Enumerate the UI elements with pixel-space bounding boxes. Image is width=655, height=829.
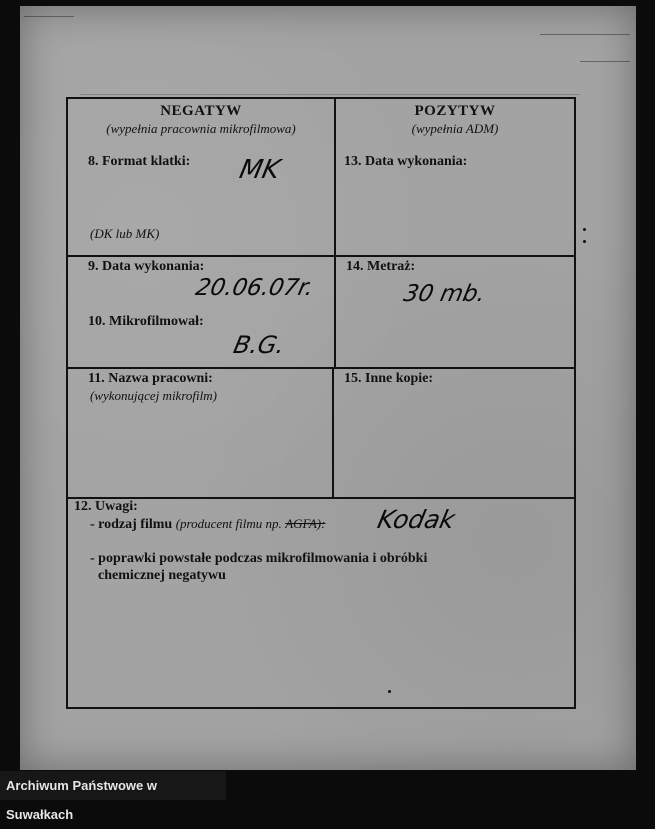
scratch-mark xyxy=(24,16,74,17)
format-hint: (DK lub MK) xyxy=(90,226,160,241)
column-divider-top xyxy=(334,99,336,369)
rodzaj-filmu-value: Kodak xyxy=(374,505,458,534)
speck-mark xyxy=(583,228,586,231)
archive-footer-label: Archiwum Państwowe w Suwałkach xyxy=(0,771,226,800)
format-value: MK xyxy=(236,155,283,185)
rodzaj-filmu-example: AGFA): xyxy=(285,516,326,531)
rodzaj-filmu-hint: (producent filmu np. xyxy=(175,516,282,531)
metraz-label: 14. Metraż: xyxy=(346,259,416,274)
scratch-mark xyxy=(540,34,630,35)
pozytyw-data-label: 13. Data wykonania: xyxy=(344,154,468,169)
mikrofilmowal-value: B.G. xyxy=(231,331,288,359)
negatyw-subtitle: (wypełnia pracownia mikrofilmowa) xyxy=(106,121,296,136)
speck-mark xyxy=(388,690,391,693)
poprawki-line-2: chemicznej negatywu xyxy=(98,568,226,583)
negatyw-data-label: 9. Data wykonania: xyxy=(88,259,205,274)
row-divider-1 xyxy=(68,255,574,257)
microfilm-form xyxy=(66,97,576,709)
rodzaj-filmu-prefix: - rodzaj filmu xyxy=(90,517,173,532)
metraz-value: 30 mb. xyxy=(401,281,488,307)
rodzaj-filmu-line xyxy=(90,516,325,533)
format-label: 8. Format klatki: xyxy=(88,154,191,169)
pozytyw-subtitle: (wypełnia ADM) xyxy=(411,121,499,136)
scratch-mark xyxy=(580,61,630,62)
pozytyw-title: POZYTYW xyxy=(414,103,496,119)
mikrofilmowal-label: 10. Mikrofilmował: xyxy=(88,314,204,329)
inne-kopie-label: 15. Inne kopie: xyxy=(344,371,434,386)
column-divider-bottom xyxy=(332,369,334,499)
row-divider-2 xyxy=(68,367,574,369)
poprawki-line-1: - poprawki powstałe podczas mikrofilmowania i obróbki xyxy=(90,551,428,566)
nazwa-pracowni-hint: (wykonującej mikrofilm) xyxy=(90,388,217,403)
uwagi-label: 12. Uwagi: xyxy=(74,499,138,514)
nazwa-pracowni-label: 11. Nazwa pracowni: xyxy=(88,371,213,386)
negatyw-title: NEGATYW xyxy=(160,103,242,119)
negatyw-data-value: 20.06.07r. xyxy=(193,275,316,301)
speck-mark xyxy=(583,240,586,243)
row-divider-3 xyxy=(68,497,574,499)
scratch-mark xyxy=(80,94,580,95)
